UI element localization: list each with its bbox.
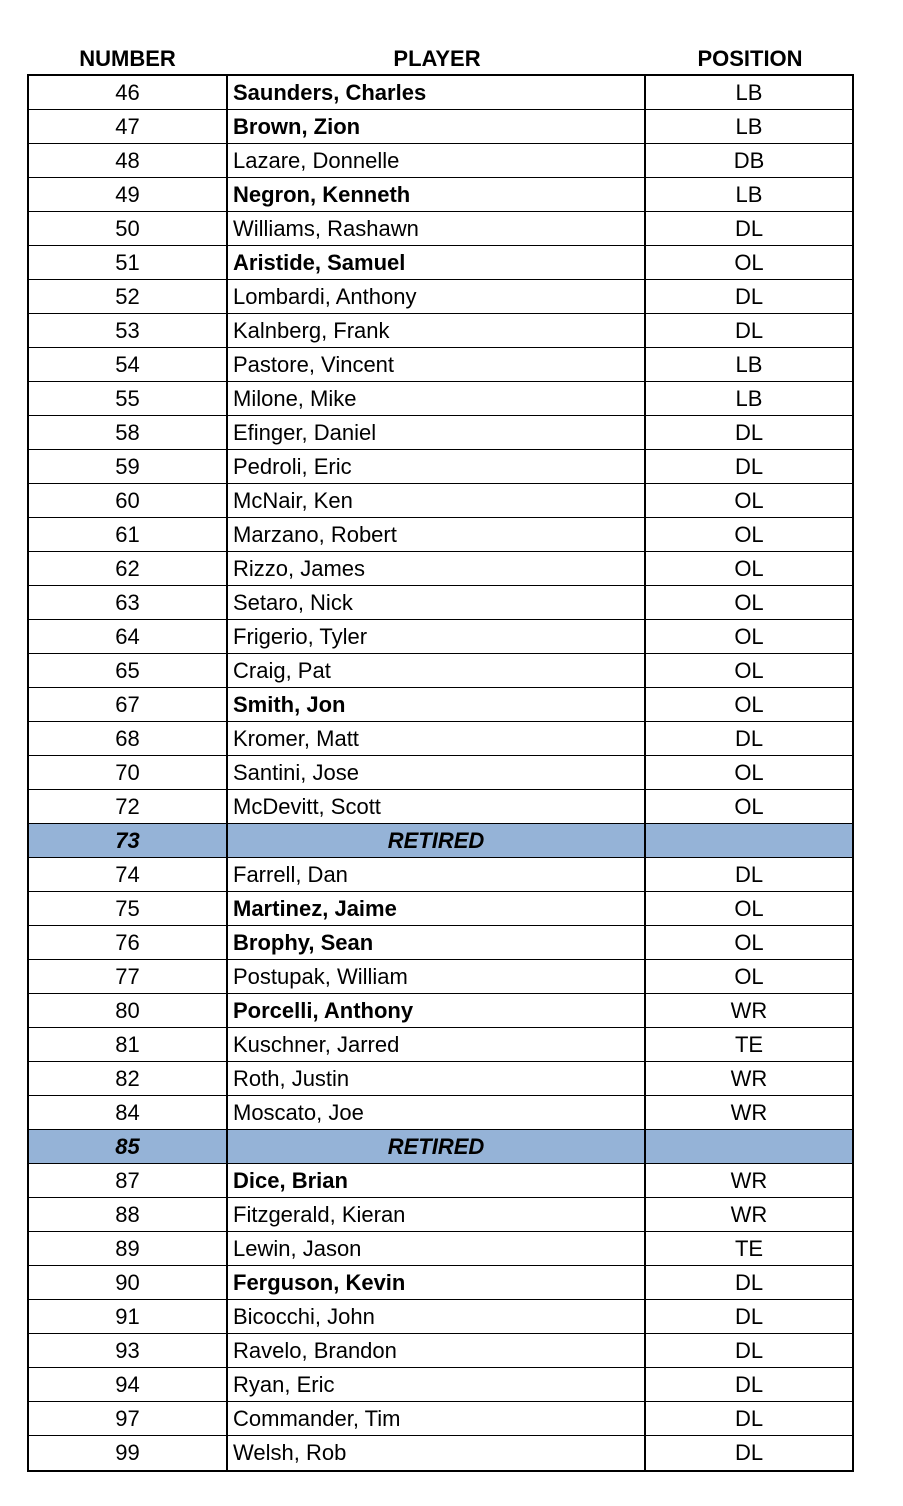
player-position: OL xyxy=(734,760,764,785)
player-name: Negron, Kenneth xyxy=(228,178,646,211)
table-row xyxy=(29,144,852,178)
player-name: Kalnberg, Frank xyxy=(228,314,646,347)
player-number: 47 xyxy=(29,110,228,143)
player-name: Roth, Justin xyxy=(228,1062,646,1095)
player-position: OL xyxy=(734,896,764,921)
table-row xyxy=(29,314,852,348)
player-number: 52 xyxy=(29,280,228,313)
player-position: OL xyxy=(734,794,764,819)
table-row xyxy=(29,382,852,416)
player-position: DL xyxy=(734,1406,764,1431)
player-name: Ravelo, Brandon xyxy=(228,1334,646,1367)
player-name: Kuschner, Jarred xyxy=(228,1028,646,1061)
player-number: 63 xyxy=(29,586,228,619)
player-name: Kromer, Matt xyxy=(228,722,646,755)
table-row xyxy=(29,1368,852,1402)
player-position: TE xyxy=(734,1032,764,1057)
player-position: LB xyxy=(735,114,763,139)
player-position: OL xyxy=(734,522,764,547)
player-position: OL xyxy=(734,964,764,989)
table-row xyxy=(29,892,852,926)
player-name: Santini, Jose xyxy=(228,756,646,789)
player-position: DL xyxy=(734,1338,764,1363)
player-number: 75 xyxy=(29,892,228,925)
player-position: DL xyxy=(734,216,764,241)
player-number: 88 xyxy=(29,1198,228,1231)
player-position: OL xyxy=(734,250,764,275)
player-position: WR xyxy=(730,1168,768,1193)
player-number: 54 xyxy=(29,348,228,381)
player-name: Brophy, Sean xyxy=(228,926,646,959)
player-name: Fitzgerald, Kieran xyxy=(228,1198,646,1231)
player-number: 91 xyxy=(29,1300,228,1333)
player-number: 53 xyxy=(29,314,228,347)
table-row xyxy=(29,552,852,586)
player-name: Pastore, Vincent xyxy=(228,348,646,381)
header-player: PLAYER xyxy=(393,46,481,71)
player-position: OL xyxy=(734,556,764,581)
player-name: Setaro, Nick xyxy=(228,586,646,619)
table-row xyxy=(29,246,852,280)
player-number: 97 xyxy=(29,1402,228,1435)
table-row xyxy=(29,1164,852,1198)
table-row xyxy=(29,926,852,960)
table-row xyxy=(29,280,852,314)
player-name: Ryan, Eric xyxy=(228,1368,646,1401)
table-row xyxy=(29,1028,852,1062)
table-row xyxy=(29,1096,852,1130)
player-number: 62 xyxy=(29,552,228,585)
player-name: Porcelli, Anthony xyxy=(228,994,646,1027)
player-number: 82 xyxy=(29,1062,228,1095)
player-number: 64 xyxy=(29,620,228,653)
player-name: Saunders, Charles xyxy=(228,76,646,109)
table-row xyxy=(29,518,852,552)
player-position: WR xyxy=(730,998,768,1023)
player-position: OL xyxy=(734,658,764,683)
player-position: DL xyxy=(734,862,764,887)
player-number: 94 xyxy=(29,1368,228,1401)
player-name: Bicocchi, John xyxy=(228,1300,646,1333)
player-name: Milone, Mike xyxy=(228,382,646,415)
player-number: 87 xyxy=(29,1164,228,1197)
player-position: DL xyxy=(734,454,764,479)
player-name: Lewin, Jason xyxy=(228,1232,646,1265)
table-row xyxy=(29,994,852,1028)
player-name: Smith, Jon xyxy=(228,688,646,721)
roster-table xyxy=(27,42,854,1472)
player-name: Dice, Brian xyxy=(228,1164,646,1197)
player-name: Moscato, Joe xyxy=(228,1096,646,1129)
table-row xyxy=(29,484,852,518)
table-row xyxy=(29,1334,852,1368)
table-row xyxy=(29,1300,852,1334)
table-row xyxy=(29,586,852,620)
player-number: 68 xyxy=(29,722,228,755)
player-name: Brown, Zion xyxy=(228,110,646,143)
header-position: POSITION xyxy=(697,46,803,71)
player-number: 99 xyxy=(29,1436,228,1470)
table-row xyxy=(29,858,852,892)
player-position: OL xyxy=(734,590,764,615)
retired-label: RETIRED xyxy=(228,1130,646,1163)
player-name: Williams, Rashawn xyxy=(228,212,646,245)
player-position: LB xyxy=(735,182,763,207)
table-row xyxy=(29,1266,852,1300)
player-position: DL xyxy=(734,1440,764,1465)
player-name: Postupak, William xyxy=(228,960,646,993)
player-name: Lombardi, Anthony xyxy=(228,280,646,313)
player-number: 59 xyxy=(29,450,228,483)
player-position: DL xyxy=(734,284,764,309)
player-name: Farrell, Dan xyxy=(228,858,646,891)
player-name: McNair, Ken xyxy=(228,484,646,517)
table-row xyxy=(29,348,852,382)
player-name: Welsh, Rob xyxy=(228,1436,646,1470)
player-position: DB xyxy=(733,148,765,173)
table-row xyxy=(29,1436,852,1470)
player-number: 73 xyxy=(29,824,228,857)
player-number: 85 xyxy=(29,1130,228,1163)
player-number: 76 xyxy=(29,926,228,959)
table-body xyxy=(27,74,854,1472)
player-number: 65 xyxy=(29,654,228,687)
player-name: Efinger, Daniel xyxy=(228,416,646,449)
table-header xyxy=(27,42,854,74)
player-name: Frigerio, Tyler xyxy=(228,620,646,653)
player-position: DL xyxy=(734,318,764,343)
player-number: 84 xyxy=(29,1096,228,1129)
player-name: Craig, Pat xyxy=(228,654,646,687)
table-row xyxy=(29,416,852,450)
player-number: 77 xyxy=(29,960,228,993)
player-number: 70 xyxy=(29,756,228,789)
player-position: OL xyxy=(734,488,764,513)
player-number: 74 xyxy=(29,858,228,891)
player-position: WR xyxy=(730,1202,768,1227)
player-position: DL xyxy=(734,726,764,751)
player-number: 67 xyxy=(29,688,228,721)
player-position: LB xyxy=(735,352,763,377)
player-position: OL xyxy=(734,692,764,717)
player-name: Martinez, Jaime xyxy=(228,892,646,925)
player-number: 89 xyxy=(29,1232,228,1265)
retired-label: RETIRED xyxy=(228,824,646,857)
player-number: 93 xyxy=(29,1334,228,1367)
player-number: 61 xyxy=(29,518,228,551)
player-position: DL xyxy=(734,1304,764,1329)
table-row xyxy=(29,1198,852,1232)
table-row xyxy=(29,178,852,212)
player-position: TE xyxy=(734,1236,764,1261)
player-number: 48 xyxy=(29,144,228,177)
player-position: LB xyxy=(735,80,763,105)
player-number: 51 xyxy=(29,246,228,279)
player-name: Aristide, Samuel xyxy=(228,246,646,279)
player-name: Ferguson, Kevin xyxy=(228,1266,646,1299)
table-row xyxy=(29,756,852,790)
player-name: McDevitt, Scott xyxy=(228,790,646,823)
player-name: Pedroli, Eric xyxy=(228,450,646,483)
table-row xyxy=(29,688,852,722)
player-name: Commander, Tim xyxy=(228,1402,646,1435)
player-position: LB xyxy=(735,386,763,411)
player-position: OL xyxy=(734,624,764,649)
header-number: NUMBER xyxy=(79,46,176,71)
player-number: 50 xyxy=(29,212,228,245)
retired-row xyxy=(29,1130,852,1164)
player-position: WR xyxy=(730,1100,768,1125)
player-name: Rizzo, James xyxy=(228,552,646,585)
player-name: Lazare, Donnelle xyxy=(228,144,646,177)
player-position: DL xyxy=(734,420,764,445)
player-number: 80 xyxy=(29,994,228,1027)
player-number: 81 xyxy=(29,1028,228,1061)
table-row xyxy=(29,960,852,994)
table-row xyxy=(29,1402,852,1436)
player-position: DL xyxy=(734,1270,764,1295)
player-number: 55 xyxy=(29,382,228,415)
player-position: OL xyxy=(734,930,764,955)
player-number: 72 xyxy=(29,790,228,823)
table-row xyxy=(29,654,852,688)
table-row xyxy=(29,212,852,246)
table-row xyxy=(29,76,852,110)
player-position xyxy=(646,1130,852,1163)
table-row xyxy=(29,722,852,756)
table-row xyxy=(29,1062,852,1096)
player-number: 60 xyxy=(29,484,228,517)
table-row xyxy=(29,790,852,824)
retired-row xyxy=(29,824,852,858)
table-row xyxy=(29,1232,852,1266)
player-position xyxy=(646,824,852,857)
player-number: 49 xyxy=(29,178,228,211)
table-row xyxy=(29,110,852,144)
table-row xyxy=(29,450,852,484)
player-number: 90 xyxy=(29,1266,228,1299)
player-position: DL xyxy=(734,1372,764,1397)
player-number: 46 xyxy=(29,76,228,109)
player-position: WR xyxy=(730,1066,768,1091)
table-row xyxy=(29,620,852,654)
player-name: Marzano, Robert xyxy=(228,518,646,551)
player-number: 58 xyxy=(29,416,228,449)
